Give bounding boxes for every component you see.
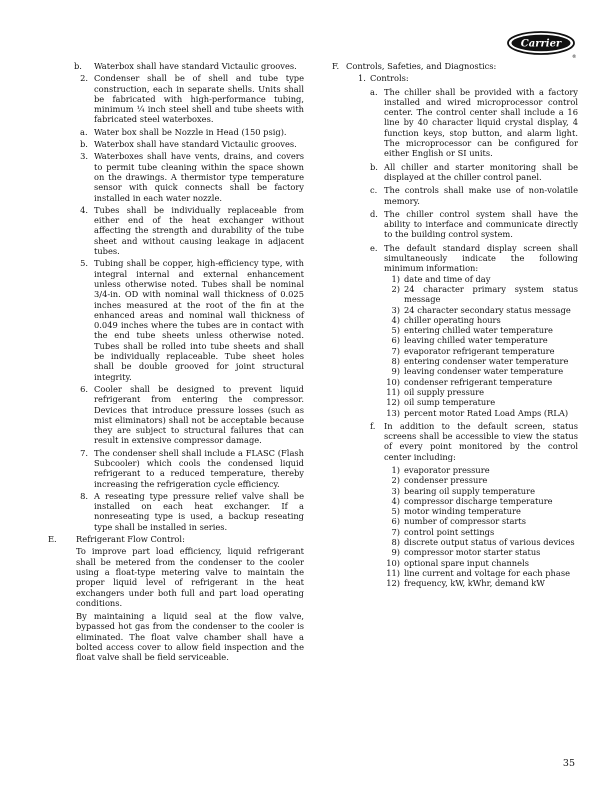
right-column xyxy=(332,61,578,589)
item-text: A reseating type pressure relief valve shall be installed on each heat exchanger. If a nonreseating type is used, a backup reseating type shall be installed in series. xyxy=(94,490,304,532)
paragraph: By maintaining a liquid seal at the flow valve, bypassed hot gas from the condenser to the cooler is eliminated. The float valve chamber shall have a bolted access cover to allow field inspection and the float valve shall be field serviceable. xyxy=(76,611,304,663)
brand-wordmark: Carrier xyxy=(520,38,562,50)
list-text: 24 character primary system status message xyxy=(404,283,578,305)
list-item xyxy=(332,284,578,305)
condenser-items xyxy=(56,73,304,532)
list-text: number of compressor starts xyxy=(404,516,526,527)
list-number: 10) xyxy=(386,376,400,387)
list-text: leaving condenser water temperature xyxy=(404,366,564,377)
list-item xyxy=(332,315,578,325)
section-e-heading: Refrigerant Flow Control: xyxy=(76,534,185,545)
list-text: entering chilled water temperature xyxy=(404,325,553,336)
paragraph: To improve part load efficiency, liquid refrigerant shall be metered from the condenser to the cooler using a float-type metering valve to maintain the proper liquid level of refrigerant in the heat exchangers under both full and part load operating conditions. xyxy=(76,546,304,608)
control-item xyxy=(332,87,578,159)
control-item xyxy=(332,209,578,240)
list-number: 1) xyxy=(391,464,400,475)
list-number: 4) xyxy=(391,314,400,325)
item-label: b. xyxy=(370,161,378,172)
item-text: The condenser shell shall include a FLASC (Flash Subcooler) which cools the condensed liquid refrigerant to a reduced temperature, thereby increasing the refrigeration cycle efficiency. xyxy=(94,447,304,489)
list-item xyxy=(332,475,578,485)
numbered-item xyxy=(56,73,304,124)
sub-item: b. Waterbox shall have standard Victaulic grooves. xyxy=(74,61,297,71)
section-e-body xyxy=(56,546,304,662)
item-label: c. xyxy=(370,185,378,196)
list-item xyxy=(332,397,578,407)
list-number: 6) xyxy=(391,516,400,527)
control-item xyxy=(332,162,578,183)
list-item xyxy=(332,305,578,315)
list-item xyxy=(332,356,578,366)
control-item xyxy=(332,185,578,206)
list-number: 3) xyxy=(391,304,400,315)
control-item xyxy=(332,243,578,274)
list-number: 7) xyxy=(391,345,400,356)
section-f-heading: Controls, Safeties, and Diagnostics: xyxy=(346,61,497,71)
list-text: compressor motor starter status xyxy=(404,547,541,558)
list-text: frequency, kW, kWhr, demand kW xyxy=(404,578,545,589)
sub-text: Water box shall be Nozzle in Head (150 psig). xyxy=(94,126,287,137)
list-text: optional spare input channels xyxy=(404,557,529,568)
list-text: oil supply pressure xyxy=(404,386,485,397)
item-number: 7. xyxy=(80,447,88,458)
list-text: condenser refrigerant temperature xyxy=(404,376,553,387)
list-number: 5) xyxy=(391,325,400,336)
sub-label: a. xyxy=(80,126,88,137)
list-item xyxy=(332,506,578,516)
item-number: 6. xyxy=(80,383,88,394)
item-number: 4. xyxy=(80,204,88,215)
numbered-item xyxy=(56,205,304,256)
list-item xyxy=(332,547,578,557)
list-text: chiller operating hours xyxy=(404,314,501,325)
item-label: a. xyxy=(370,86,378,97)
item-text: The default standard display screen shall simultaneously indicate the following minimum information: xyxy=(384,242,578,274)
numbered-item xyxy=(56,448,304,489)
list-text: compressor discharge temperature xyxy=(404,495,553,506)
item-label: e. xyxy=(370,242,378,253)
item-number: 8. xyxy=(80,490,88,501)
section-f-sub: 1. Controls: xyxy=(332,73,578,83)
list-item xyxy=(332,516,578,526)
list-text: discrete output status of various devices xyxy=(404,537,575,548)
item-text: Tubing shall be copper, high-efficiency type, with integral internal and external enhancement unless otherwise noted. Tubes shall be nominal 3/4-in. OD with nominal wall thickness of 0.025 inches measured at the root of the fin at the enhanced areas and nominal wall thickness of 0.049 inches where the tubes are in contact with the end tube sheets unless otherwise noted. Tubes shall be rolled into tube sheets and shall be individually replaceable. Tube sheet holes shall be double grooved for joint structural integrity. xyxy=(94,258,304,382)
left-column xyxy=(48,61,304,663)
list-number: 9) xyxy=(391,547,400,558)
list-number: 12) xyxy=(386,397,400,408)
sub-item xyxy=(56,139,304,149)
list-number: 8) xyxy=(391,537,400,548)
numbered-item xyxy=(56,491,304,532)
list-text: entering condenser water temperature xyxy=(404,356,569,367)
item-number: 5. xyxy=(80,258,88,269)
list-number: 7) xyxy=(391,526,400,537)
list-item xyxy=(332,325,578,335)
list-number: 5) xyxy=(391,506,400,517)
controls-heading: Controls: xyxy=(370,73,409,84)
list-text: date and time of day xyxy=(404,273,491,284)
item-text: The chiller shall be provided with a factory installed and wired microprocessor control center. The control center shall include a 16 line by 40 character liquid crystal display, 4 function keys, stop button, and alarm light. The microprocessor can be configured for either English or SI units. xyxy=(384,86,578,159)
numbered-item xyxy=(56,384,304,446)
svg-text:®: ® xyxy=(572,55,577,60)
list-number: 1) xyxy=(391,273,400,284)
list-number: 4) xyxy=(391,495,400,506)
sub-label: b. xyxy=(80,139,88,150)
sub-text: Waterbox shall have standard Victaulic grooves. xyxy=(94,139,297,150)
list-text: oil sump temperature xyxy=(404,397,496,408)
sub-item xyxy=(56,127,304,137)
list-item xyxy=(332,486,578,496)
item-number: 2. xyxy=(80,73,88,84)
section-f: F. Controls, Safeties, and Diagnostics: xyxy=(332,61,578,71)
control-item-f: f. In addition to the default screen, status screens shall be accessible to view the status of every point monitored by the control center including: xyxy=(370,420,578,462)
list-item xyxy=(332,408,578,418)
list-number: 8) xyxy=(391,356,400,367)
list-item xyxy=(332,335,578,345)
item-text: Waterboxes shall have vents, drains, and covers to permit tube cleaning within the space shown on the drawings. A thermistor type temperature sensor with quick connects shall be factory installed in each water nozzle. xyxy=(94,151,304,203)
list-text: motor winding temperature xyxy=(404,506,521,517)
list-item xyxy=(332,465,578,475)
list-item xyxy=(332,366,578,376)
list-number: 2) xyxy=(391,475,400,486)
list-item xyxy=(332,346,578,356)
item-text: All chiller and starter monitoring shall be displayed at the chiller control panel. xyxy=(384,161,578,182)
list-number: 10) xyxy=(386,557,400,568)
controls-items xyxy=(332,87,578,274)
list-item xyxy=(332,496,578,506)
list-text: percent motor Rated Load Amps (RLA) xyxy=(404,407,569,418)
item-number: 3. xyxy=(80,151,88,162)
list-text: bearing oil supply temperature xyxy=(404,485,536,496)
item-label: d. xyxy=(370,208,378,219)
list-number: 9) xyxy=(391,366,400,377)
list-item xyxy=(332,377,578,387)
list-text: leaving chilled water temperature xyxy=(404,335,548,346)
list-number: 2) xyxy=(391,283,400,294)
list-item xyxy=(332,274,578,284)
list-number: 12) xyxy=(386,578,400,589)
list-text: 24 character secondary status message xyxy=(404,304,571,315)
list-item xyxy=(332,527,578,537)
list-number: 13) xyxy=(386,407,400,418)
list-item xyxy=(332,568,578,578)
list-item xyxy=(332,537,578,547)
page-number: 35 xyxy=(562,758,575,769)
status-screen-list xyxy=(332,465,578,589)
item-text: Condenser shall be of shell and tube type construction, each in separate shells. Units shall be fabricated with high-performance tubing, minimum ¼ inch steel shell and tube sheets with fabricated steel waterboxes. xyxy=(94,73,304,125)
item-text: The chiller control system shall have the ability to interface and communicate directly to the building control system. xyxy=(384,208,578,240)
list-text: evaporator refrigerant temperature xyxy=(404,345,555,356)
list-number: 11) xyxy=(386,386,400,397)
list-text: condenser pressure xyxy=(404,475,488,486)
list-item xyxy=(332,558,578,568)
list-number: 3) xyxy=(391,485,400,496)
list-text: evaporator pressure xyxy=(404,464,490,475)
numbered-item xyxy=(56,258,304,382)
item-text: The controls shall make use of non-volatile memory. xyxy=(384,185,578,206)
default-screen-list xyxy=(332,274,578,418)
numbered-item xyxy=(56,151,304,202)
list-text: control point settings xyxy=(404,526,495,537)
item-text: Tubes shall be individually replaceable from either end of the heat exchanger without affecting the strength and durability of the tube sheet and without causing leakage in adjacent tubes. xyxy=(94,204,304,257)
item-text: Cooler shall be designed to prevent liquid refrigerant from entering the compressor. Devices that introduce pressure losses (such as mist eliminators) shall not be acceptable because they are subject to structural failures that can result in extensive compressor damage. xyxy=(94,383,304,446)
list-item xyxy=(332,387,578,397)
list-text: line current and voltage for each phase xyxy=(404,567,570,578)
section-e: E. Refrigerant Flow Control: xyxy=(56,534,304,544)
list-number: 6) xyxy=(391,335,400,346)
list-number: 11) xyxy=(386,567,400,578)
carrier-logo xyxy=(507,30,577,60)
list-item xyxy=(332,578,578,588)
